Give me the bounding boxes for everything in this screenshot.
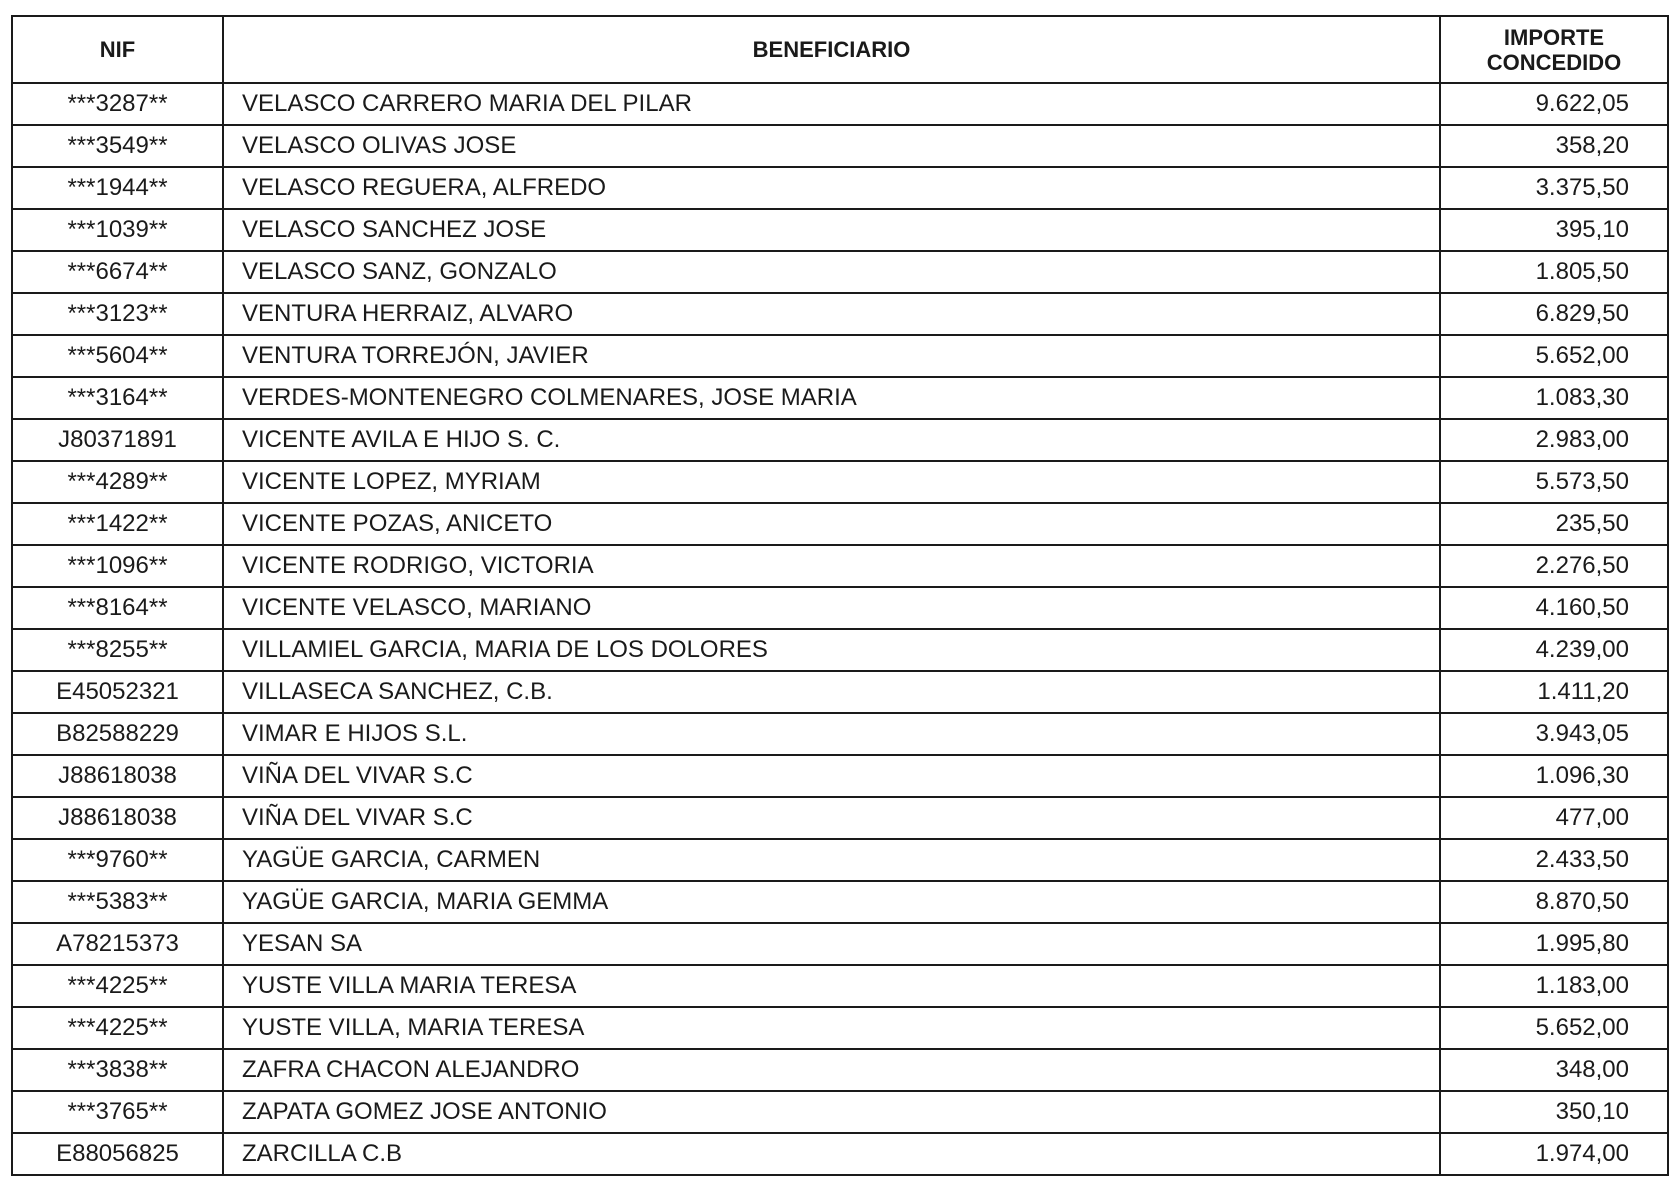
importe-cell: 5.652,00: [1440, 1007, 1668, 1049]
table-body: [12, 83, 1668, 1175]
beneficiario-cell: VELASCO REGUERA, ALFREDO: [223, 167, 1440, 209]
nif-cell: A78215373: [12, 923, 223, 965]
importe-cell: 9.622,05: [1440, 83, 1668, 125]
importe-cell: 2.276,50: [1440, 545, 1668, 587]
nif-cell: E45052321: [12, 671, 223, 713]
header-nif: NIF: [12, 16, 223, 83]
importe-cell: 6.829,50: [1440, 293, 1668, 335]
importe-cell: 1.805,50: [1440, 251, 1668, 293]
beneficiario-cell: VERDES-MONTENEGRO COLMENARES, JOSE MARIA: [223, 377, 1440, 419]
importe-cell: 1.411,20: [1440, 671, 1668, 713]
nif-cell: ***3838**: [12, 1049, 223, 1091]
nif-cell: ***3164**: [12, 377, 223, 419]
importe-cell: 4.160,50: [1440, 587, 1668, 629]
beneficiario-cell: VENTURA HERRAIZ, ALVARO: [223, 293, 1440, 335]
table-row: [12, 167, 1668, 209]
beneficiario-cell: YAGÜE GARCIA, MARIA GEMMA: [223, 881, 1440, 923]
table-row: [12, 83, 1668, 125]
beneficiario-cell: VIMAR E HIJOS S.L.: [223, 713, 1440, 755]
beneficiario-cell: YUSTE VILLA, MARIA TERESA: [223, 1007, 1440, 1049]
nif-cell: ***6674**: [12, 251, 223, 293]
beneficiario-cell: ZAPATA GOMEZ JOSE ANTONIO: [223, 1091, 1440, 1133]
header-importe-line1: IMPORTE: [1503, 24, 1605, 50]
nif-cell: ***4225**: [12, 965, 223, 1007]
importe-cell: 350,10: [1440, 1091, 1668, 1133]
importe-cell: 5.652,00: [1440, 335, 1668, 377]
nif-cell: ***3549**: [12, 125, 223, 167]
nif-cell: J80371891: [12, 419, 223, 461]
importe-cell: 395,10: [1440, 209, 1668, 251]
importe-cell: 477,00: [1440, 797, 1668, 839]
table-row: [12, 881, 1668, 923]
nif-cell: ***3765**: [12, 1091, 223, 1133]
beneficiario-cell: VELASCO SANZ, GONZALO: [223, 251, 1440, 293]
table-row: [12, 629, 1668, 671]
beneficiario-cell: VICENTE VELASCO, MARIANO: [223, 587, 1440, 629]
table-row: [12, 545, 1668, 587]
beneficiario-cell: VICENTE RODRIGO, VICTORIA: [223, 545, 1440, 587]
table-row: [12, 377, 1668, 419]
table-row: [12, 1133, 1668, 1175]
nif-cell: ***5604**: [12, 335, 223, 377]
table-row: [12, 335, 1668, 377]
importe-cell: 8.870,50: [1440, 881, 1668, 923]
header-beneficiario: BENEFICIARIO: [223, 16, 1440, 83]
importe-cell: 358,20: [1440, 125, 1668, 167]
nif-cell: ***3123**: [12, 293, 223, 335]
table-row: [12, 839, 1668, 881]
beneficiario-cell: YUSTE VILLA MARIA TERESA: [223, 965, 1440, 1007]
table-row: [12, 1091, 1668, 1133]
nif-cell: ***8164**: [12, 587, 223, 629]
beneficiario-cell: VICENTE LOPEZ, MYRIAM: [223, 461, 1440, 503]
beneficiario-cell: VIÑA DEL VIVAR S.C: [223, 797, 1440, 839]
importe-cell: 235,50: [1440, 503, 1668, 545]
nif-cell: J88618038: [12, 797, 223, 839]
nif-cell: ***5383**: [12, 881, 223, 923]
nif-cell: ***1944**: [12, 167, 223, 209]
document-page: [11, 15, 1669, 1176]
importe-cell: 348,00: [1440, 1049, 1668, 1091]
nif-cell: ***9760**: [12, 839, 223, 881]
importe-cell: 1.183,00: [1440, 965, 1668, 1007]
nif-cell: ***1096**: [12, 545, 223, 587]
importe-cell: 5.573,50: [1440, 461, 1668, 503]
table-row: [12, 125, 1668, 167]
beneficiario-cell: ZARCILLA C.B: [223, 1133, 1440, 1175]
table-row: [12, 1007, 1668, 1049]
table-row: [12, 671, 1668, 713]
beneficiario-cell: VICENTE AVILA E HIJO S. C.: [223, 419, 1440, 461]
beneficiario-cell: YAGÜE GARCIA, CARMEN: [223, 839, 1440, 881]
importe-cell: 1.995,80: [1440, 923, 1668, 965]
beneficiario-cell: VELASCO OLIVAS JOSE: [223, 125, 1440, 167]
beneficiario-cell: YESAN SA: [223, 923, 1440, 965]
table-row: [12, 293, 1668, 335]
table-header: [12, 16, 1668, 83]
grants-table: [11, 15, 1669, 1176]
beneficiario-cell: VIÑA DEL VIVAR S.C: [223, 755, 1440, 797]
table-row: [12, 251, 1668, 293]
importe-cell: 4.239,00: [1440, 629, 1668, 671]
table-row: [12, 419, 1668, 461]
table-row: [12, 1049, 1668, 1091]
nif-cell: ***1039**: [12, 209, 223, 251]
header-importe-line2: CONCEDIDO: [1486, 49, 1622, 75]
importe-cell: 3.943,05: [1440, 713, 1668, 755]
beneficiario-cell: VILLAMIEL GARCIA, MARIA DE LOS DOLORES: [223, 629, 1440, 671]
beneficiario-cell: VELASCO CARRERO MARIA DEL PILAR: [223, 83, 1440, 125]
nif-cell: B82588229: [12, 713, 223, 755]
nif-cell: ***4225**: [12, 1007, 223, 1049]
table-row: [12, 587, 1668, 629]
header-importe-concedido: [1440, 16, 1668, 83]
importe-cell: 3.375,50: [1440, 167, 1668, 209]
table-row: [12, 713, 1668, 755]
beneficiario-cell: VICENTE POZAS, ANICETO: [223, 503, 1440, 545]
table-row: [12, 923, 1668, 965]
table-row: [12, 461, 1668, 503]
nif-cell: ***1422**: [12, 503, 223, 545]
beneficiario-cell: VENTURA TORREJÓN, JAVIER: [223, 335, 1440, 377]
importe-cell: 2.983,00: [1440, 419, 1668, 461]
table-row: [12, 209, 1668, 251]
importe-cell: 1.083,30: [1440, 377, 1668, 419]
table-row: [12, 797, 1668, 839]
header-row: [12, 16, 1668, 83]
nif-cell: J88618038: [12, 755, 223, 797]
beneficiario-cell: VELASCO SANCHEZ JOSE: [223, 209, 1440, 251]
nif-cell: ***4289**: [12, 461, 223, 503]
beneficiario-cell: VILLASECA SANCHEZ, C.B.: [223, 671, 1440, 713]
importe-cell: 2.433,50: [1440, 839, 1668, 881]
table-row: [12, 503, 1668, 545]
importe-cell: 1.974,00: [1440, 1133, 1668, 1175]
beneficiario-cell: ZAFRA CHACON ALEJANDRO: [223, 1049, 1440, 1091]
nif-cell: ***8255**: [12, 629, 223, 671]
table-row: [12, 755, 1668, 797]
nif-cell: ***3287**: [12, 83, 223, 125]
importe-cell: 1.096,30: [1440, 755, 1668, 797]
nif-cell: E88056825: [12, 1133, 223, 1175]
table-row: [12, 965, 1668, 1007]
